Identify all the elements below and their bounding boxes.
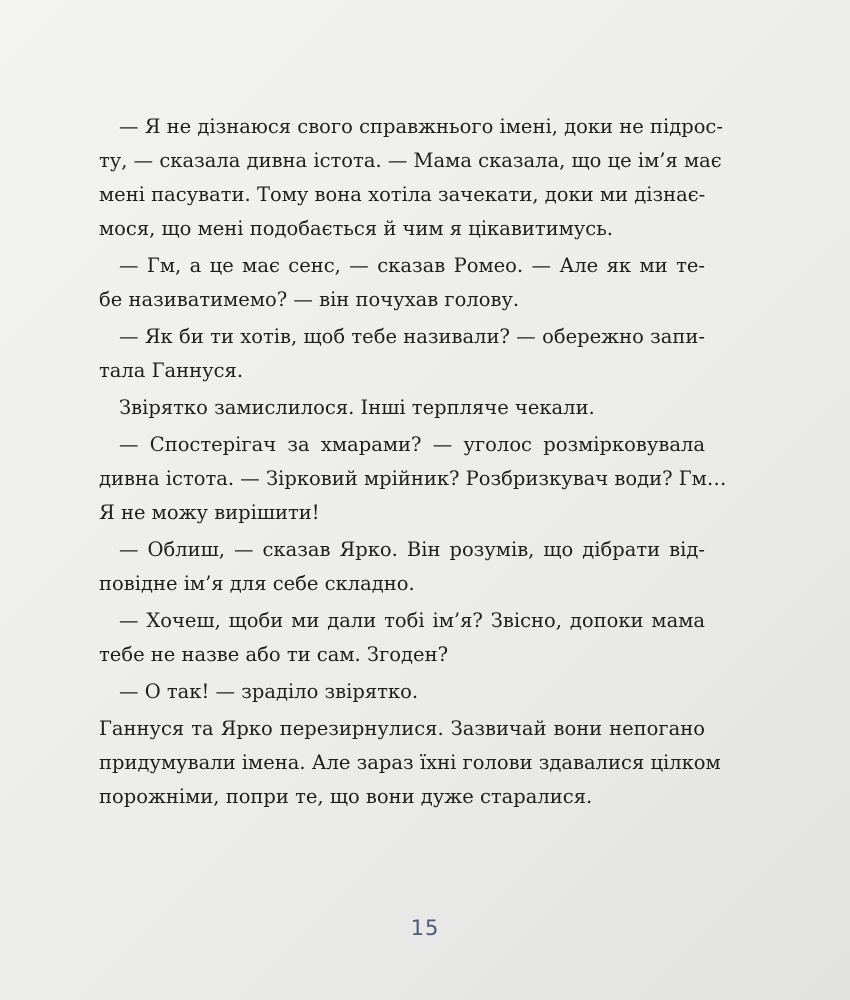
text-line: — Хочеш, щоби ми дали тобі ім’я? Звісно, допоки мама xyxy=(119,609,705,632)
text-line: — Як би ти хотів, щоб тебе називали? — обережно запи- xyxy=(119,325,705,348)
paragraph xyxy=(99,249,705,317)
text-line: придумували імена. Але зараз їхні голови здавалися цілком xyxy=(99,751,721,774)
paragraph xyxy=(99,533,705,601)
text-line: тала Ганнуся. xyxy=(99,359,244,382)
text-line: Звірятко замислилося. Інші терпляче чекали. xyxy=(119,396,595,419)
text-line: — О так! — зраділо звірятко. xyxy=(119,680,419,703)
paragraph xyxy=(99,391,705,425)
page-number: 15 xyxy=(410,916,440,940)
text-line: бе називатимемо? — він почухав голову. xyxy=(99,288,520,311)
paragraph xyxy=(99,675,705,709)
text-line: — Облиш, — сказав Ярко. Він розумів, що дібрати від- xyxy=(119,538,705,561)
text-line: ту, — сказала дивна істота. — Мама сказала, що це ім’я має xyxy=(99,149,722,172)
text-line: Ганнуся та Ярко перезирнулися. Зазвичай вони непогано xyxy=(99,717,705,740)
body-text xyxy=(99,110,727,817)
paragraph xyxy=(99,428,727,530)
text-line: — Спостерігач за хмарами? — уголос розмірковувала xyxy=(119,433,705,456)
text-line: повідне ім’я для себе складно. xyxy=(99,572,415,595)
text-line: мося, що мені подобається й чим я цікавитимусь. xyxy=(99,217,614,240)
text-line: тебе не назве або ти сам. Згоден? xyxy=(99,643,449,666)
paragraph xyxy=(99,320,705,388)
text-line: мені пасувати. Тому вона хотіла зачекати, доки ми дізнає- xyxy=(99,183,706,206)
paragraph xyxy=(99,110,723,246)
text-line: Я не можу вирішити! xyxy=(99,501,320,524)
text-line: дивна істота. — Зірковий мрійник? Розбризкувач води? Гм… xyxy=(99,467,727,490)
paragraph xyxy=(99,604,705,672)
text-line: порожніми, попри те, що вони дуже старалися. xyxy=(99,785,593,808)
paragraph xyxy=(99,712,721,814)
text-line: — Гм, а це має сенс, — сказав Ромео. — Але як ми те- xyxy=(119,254,705,277)
text-line: — Я не дізнаюся свого справжнього імені, доки не підрос- xyxy=(119,115,723,138)
